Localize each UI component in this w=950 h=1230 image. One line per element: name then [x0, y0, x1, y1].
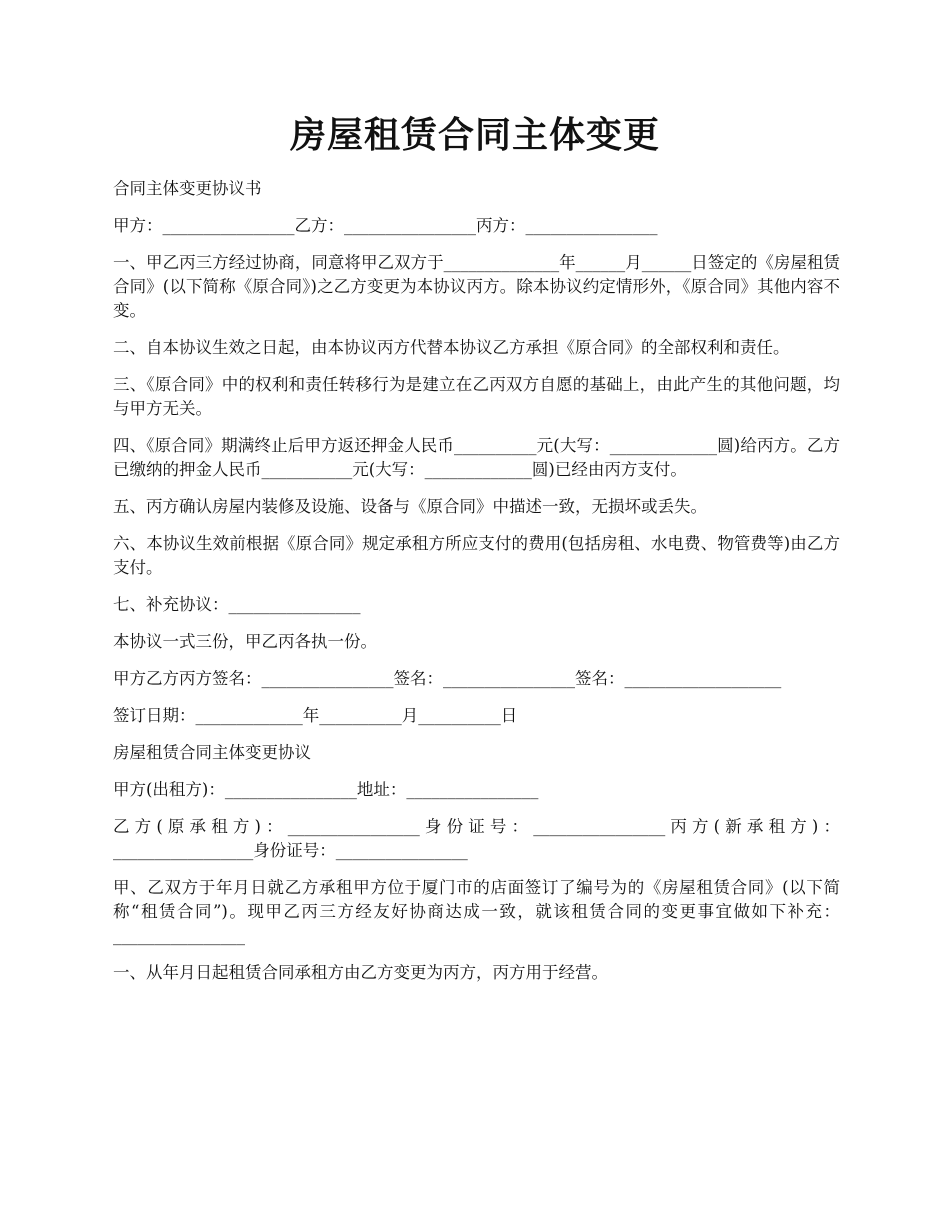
paragraph-tenants: 乙方(原承租方)：________________身份证号：________________丙方(新承租方)：_________________身份证号：________________	[113, 817, 840, 860]
paragraph-sign-date: 签订日期：_____________年__________月__________日	[113, 706, 518, 725]
paragraph-copies: 本协议一式三份，甲乙丙各执一份。	[113, 632, 377, 651]
paragraph-landlord: 甲方(出租方)：________________地址：________________	[113, 780, 539, 799]
document-title: 房屋租赁合同主体变更	[289, 114, 660, 156]
paragraph-parties: 甲方：________________乙方：________________丙方：________________	[113, 216, 658, 235]
paragraph-clause-6: 六、本协议生效前根据《原合同》规定承租方所应支付的费用(包括房租、水电费、物管费等)由乙方支付。	[113, 534, 840, 577]
paragraph-second-clause-1: 一、从年月日起租赁合同承租方由乙方变更为丙方，丙方用于经营。	[113, 963, 608, 982]
document-body	[113, 177, 840, 998]
paragraph-clause-4: 四、《原合同》期满终止后甲方返还押金人民币__________元(大写：_____________圆)给丙方。乙方已缴纳的押金人民币___________元(大写：_____________圆)已经由丙方支付。	[113, 436, 840, 479]
paragraph-preamble: 甲、乙双方于年月日就乙方承租甲方位于厦门市的店面签订了编号为的《房屋租赁合同》(以下简称“租赁合同”)。现甲乙丙三方经友好协商达成一致，就该租赁合同的变更事宜做如下补充：________________	[113, 878, 840, 945]
paragraph-clause-7: 七、补充协议：________________	[113, 595, 361, 614]
paragraph-clause-2: 二、自本协议生效之日起，由本协议丙方代替本协议乙方承担《原合同》的全部权利和责任。	[113, 338, 790, 357]
paragraph-clause-1: 一、甲乙丙三方经过协商，同意将甲乙双方于______________年______月______日签定的《房屋租赁合同》(以下简称《原合同》)之乙方变更为本协议丙方。除本协议约定情形外，《原合同》其他内容不变。	[113, 253, 840, 320]
paragraph-clause-5: 五、丙方确认房屋内装修及设施、设备与《原合同》中描述一致，无损坏或丢失。	[113, 497, 707, 516]
paragraph-subtitle: 合同主体变更协议书	[113, 179, 262, 198]
paragraph-second-title: 房屋租赁合同主体变更协议	[113, 743, 311, 762]
paragraph-signatures: 甲方乙方丙方签名：________________签名：________________签名：___________________	[113, 669, 782, 688]
paragraph-clause-3: 三、《原合同》中的权利和责任转移行为是建立在乙丙双方自愿的基础上，由此产生的其他问题，均与甲方无关。	[113, 375, 840, 418]
